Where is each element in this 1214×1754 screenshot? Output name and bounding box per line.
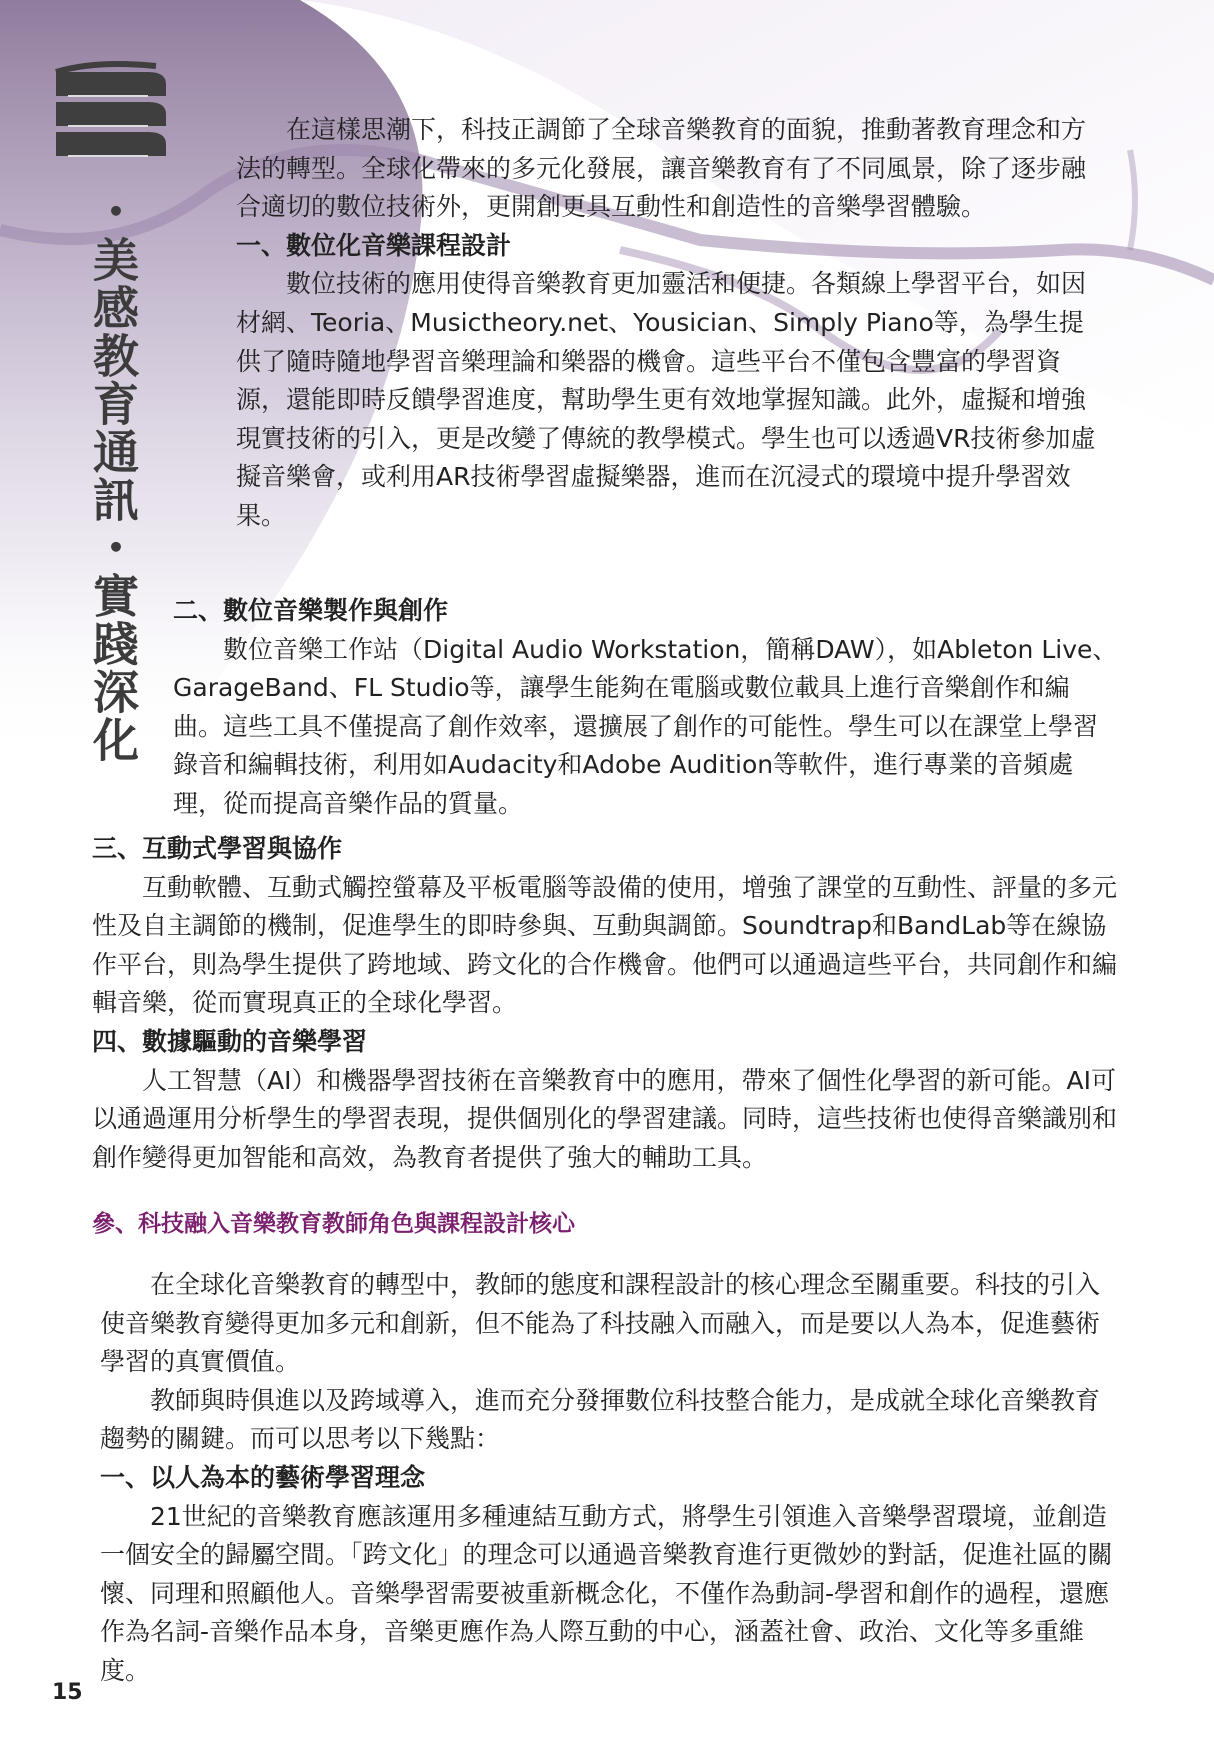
paragraph: 21世紀的音樂教育應該運用多種連結互動方式，將學生引領進入音樂學習環境，並創造一個安全的歸屬空間。「跨文化」的理念可以通過音樂教育進行更微妙的對話，促進社區的關懷、同理和照顧他人。音樂學習需要被重新概念化，不僅作為動詞-學習和創作的過程，還應作為名詞-音樂作品本身，音樂更應作為人際互動的中心，涵蓋社會、政治、文化等多重維度。: [100, 1501, 1113, 1685]
sub-heading: 三、互動式學習與協作: [92, 834, 343, 863]
sub-heading: 二、數位音樂製作與創作: [173, 596, 449, 625]
paragraph: 數位音樂工作站（Digital Audio Workstation，簡稱DAW），如Ableton Live、GarageBand、FL Studio等，讓學生能夠在電腦或數位載具上進行音樂創作和編曲。這些工具不僅提高了創作效率，還擴展了創作的可能性。學生可以在課堂上學習錄音和編輯技術，利用如Audacity和Adobe Audition等軟件，進行專業的音頻處理，從而提高音樂作品的質量。: [173, 634, 1118, 818]
books-icon: [56, 64, 166, 156]
text-block-2: [173, 592, 1119, 824]
side-title: ・美感教育通訊・實踐深化: [86, 188, 140, 764]
section-heading: 參、科技融入音樂教育教師角色與課程設計核心: [92, 1211, 575, 1237]
paragraph: 教師與時俱進以及跨域導入，進而充分發揮數位科技整合能力，是成就全球化音樂教育趨勢的關鍵。而可以思考以下幾點：: [100, 1385, 1101, 1454]
paragraph: 在全球化音樂教育的轉型中，教師的態度和課程設計的核心理念至關重要。科技的引入使音樂教育變得更加多元和創新，但不能為了科技融入而融入，而是要以人為本，促進藝術學習的真實價值。: [100, 1270, 1101, 1377]
text-block-4: [100, 1266, 1120, 1691]
text-block-3: [92, 830, 1120, 1177]
sub-heading: 一、數位化音樂課程設計: [236, 230, 512, 260]
paragraph: 在這樣思潮下，科技正調節了全球音樂教育的面貌，推動著教育理念和方法的轉型。全球化帶來的多元化發展，讓音樂教育有了不同風景，除了逐步融合適切的數位技術外，更開創更具互動性和創造性的音樂學習體驗。: [236, 115, 1087, 222]
paragraph: 人工智慧（AI）和機器學習技術在音樂教育中的應用，帶來了個性化學習的新可能。AI可以通過運用分析學生的學習表現，提供個別化的學習建議。同時，這些技術也使得音樂識別和創作變得更加智能和高效，為教育者提供了強大的輔助工具。: [92, 1065, 1118, 1172]
text-block-1: [236, 111, 1101, 536]
paragraph: 互動軟體、互動式觸控螢幕及平板電腦等設備的使用，增強了課堂的互動性、評量的多元性及自主調節的機制，促進學生的即時參與、互動與調節。Soundtrap和BandLab等在線協作平台，則為學生提供了跨地域、跨文化的合作機會。他們可以通過這些平台，共同創作和編輯音樂，從而實現真正的全球化學習。: [92, 872, 1118, 1018]
page-number: 15: [52, 1680, 83, 1705]
sub-heading: 四、數據驅動的音樂學習: [92, 1026, 368, 1056]
sub-heading: 一、以人為本的藝術學習理念: [100, 1462, 426, 1492]
paragraph: 數位技術的應用使得音樂教育更加靈活和便捷。各類線上學習平台，如因材網、Teoria、Musictheory.net、Yousician、Simply Piano等，為學生提供了隨時隨地學習音樂理論和樂器的機會。這些平台不僅包含豐富的學習資源，還能即時反饋學習進度，幫助學生更有效地掌握知識。此外，虛擬和增強現實技術的引入，更是改變了傳統的教學模式。學生也可以透過VR技術參加虛擬音樂會，或利用AR技術學習虛擬樂器，進而在沉浸式的環境中提升學習效果。: [236, 269, 1096, 530]
